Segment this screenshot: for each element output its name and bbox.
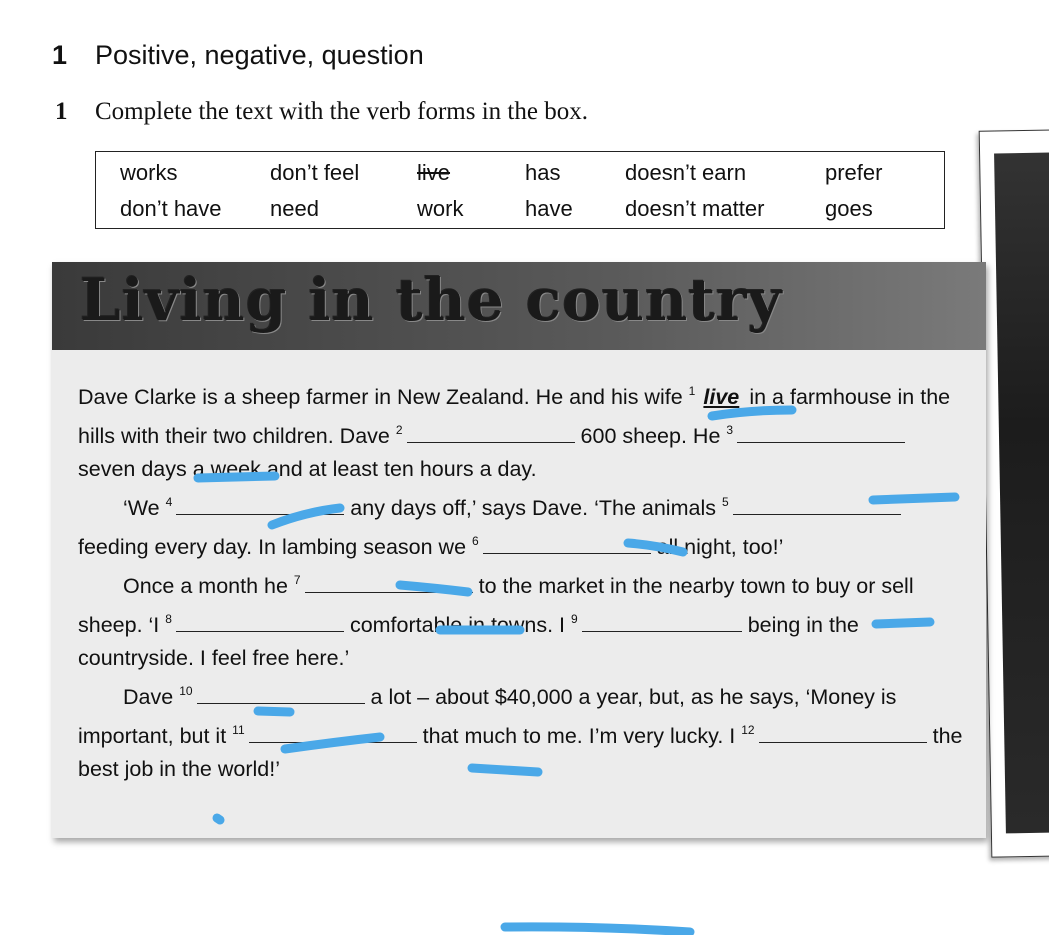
gap-number: 9 <box>571 612 578 626</box>
gap-2[interactable] <box>407 420 575 443</box>
word-option: goes <box>825 196 873 221</box>
gap-8[interactable] <box>176 609 344 632</box>
photo-image <box>994 152 1049 833</box>
highlighter-stroke <box>505 927 690 932</box>
gap-3[interactable] <box>737 420 905 443</box>
paragraph-3 <box>78 564 968 675</box>
gap-9[interactable] <box>582 609 742 632</box>
gap-number: 1 <box>688 384 696 398</box>
word-option: don’t feel <box>270 160 360 185</box>
word-option: need <box>270 196 319 221</box>
side-photo <box>979 129 1049 857</box>
text-segment: any days off,’ says Dave. ‘The animals <box>350 496 716 520</box>
gap-number: 12 <box>741 723 755 737</box>
gap-10[interactable] <box>197 681 365 704</box>
article-title: Living in the country <box>80 266 783 334</box>
section-number: 1 <box>52 40 68 70</box>
text-segment: that much to me. I’m very lucky. I <box>422 724 736 748</box>
gap-number: 6 <box>472 534 479 548</box>
text-segment: feeding every day. In lambing season we <box>78 535 467 559</box>
gap-number: 10 <box>179 684 193 698</box>
gap-6[interactable] <box>483 531 651 554</box>
gap-7[interactable] <box>305 570 473 593</box>
gap-number: 7 <box>293 573 301 587</box>
text-segment: in a farmhouse in the hills with their two children. Dave <box>78 385 951 448</box>
paragraph-1 <box>78 375 968 486</box>
gap-number: 8 <box>165 612 172 626</box>
text-segment: Dave Clarke is a sheep farmer in New Zealand. He and his wife <box>78 385 683 409</box>
word-option: work <box>417 196 464 221</box>
text-segment: Dave <box>123 685 174 709</box>
word-option: prefer <box>825 160 883 185</box>
text-segment: a lot – about $40,000 a year, but, as he says, ‘Money is important, but it <box>78 685 897 748</box>
word-option: has <box>525 160 561 185</box>
word-option: works <box>120 160 178 185</box>
text-segment: 600 sheep. He <box>580 424 721 448</box>
text-segment: comfortable in towns. I <box>349 613 566 637</box>
gap-number: 3 <box>726 423 734 437</box>
article-text <box>78 375 968 786</box>
paragraph-4 <box>78 675 968 786</box>
gap-number: 5 <box>721 495 729 509</box>
article-panel <box>52 262 986 838</box>
text-segment: ‘We <box>123 496 160 520</box>
exercise-instruction: Complete the text with the verb forms in the box. <box>95 98 588 125</box>
article-banner <box>52 262 986 350</box>
word-option: doesn’t matter <box>625 196 765 221</box>
paragraph-2 <box>78 486 968 564</box>
gap-number: 11 <box>232 723 245 737</box>
gap-5[interactable] <box>733 492 901 515</box>
word-option: doesn’t earn <box>625 160 747 185</box>
text-segment: all night, too!’ <box>656 535 784 559</box>
text-segment: to the market in the nearby town to buy or sell sheep. ‘I <box>78 574 914 637</box>
word-option-used: live <box>417 160 451 185</box>
exercise-number: 1 <box>55 98 68 125</box>
text-segment: the best job in the world!’ <box>78 724 963 781</box>
word-box <box>95 151 945 229</box>
text-segment: Once a month he <box>123 574 288 598</box>
word-option: don’t have <box>120 196 222 221</box>
gap-4[interactable] <box>176 492 344 515</box>
gap-12[interactable] <box>759 720 927 743</box>
gap-number: 4 <box>165 495 173 509</box>
text-segment: being in the countryside. I feel free here.’ <box>78 613 859 670</box>
word-option: have <box>525 196 573 221</box>
gap-11[interactable] <box>249 720 417 743</box>
text-segment: seven days a week and at least ten hours a day. <box>78 457 537 481</box>
gap-1-answer: live <box>703 385 740 409</box>
section-title: Positive, negative, question <box>95 40 424 70</box>
gap-number: 2 <box>395 423 403 437</box>
